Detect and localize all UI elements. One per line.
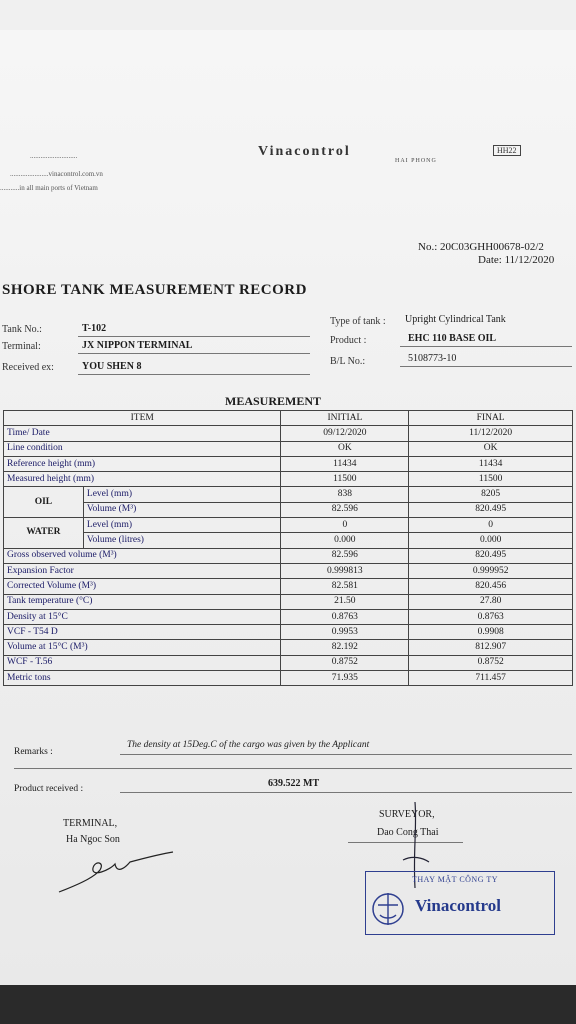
initial-cell: 0.8763 [281, 609, 409, 624]
col-final-header: FINAL [409, 411, 573, 426]
header-address-line-3: ...........in all main ports of Vietnam [0, 184, 98, 192]
final-cell: 0.8752 [409, 655, 573, 670]
row-label: VCF - T54 D [4, 625, 281, 640]
final-cell: 820.456 [409, 579, 573, 594]
initial-cell: OK [281, 441, 409, 456]
final-cell: 0.999952 [409, 563, 573, 578]
final-cell: 0.8763 [409, 609, 573, 624]
initial-cell: 82.192 [281, 640, 409, 655]
table-row [4, 640, 573, 655]
final-cell: 11500 [409, 472, 573, 487]
initial-cell: 0.000 [281, 533, 409, 548]
product-label: Product : [330, 335, 367, 346]
initial-cell: 21.50 [281, 594, 409, 609]
row-label: Volume at 15°C (M³) [4, 640, 281, 655]
measurement-title: MEASUREMENT [225, 394, 322, 408]
table-row [4, 563, 573, 578]
product-received-label: Product received : [14, 784, 84, 794]
measurement-table [3, 410, 573, 686]
table-row [4, 441, 573, 456]
bl-value: 5108773-10 [408, 353, 457, 364]
remarks-underline [120, 754, 572, 755]
surveyor-signature-label: SURVEYOR, [379, 809, 435, 820]
row-label: Volume (M³) [83, 502, 281, 517]
final-cell: 711.457 [409, 671, 573, 686]
product-underline [400, 346, 572, 347]
tank-no-underline [78, 336, 310, 337]
table-header-row [4, 411, 573, 426]
received-label: Received ex: [2, 362, 54, 373]
logo-subtitle: HAI PHONG [395, 158, 437, 164]
remarks-value: The density at 15Deg.C of the cargo was given by the Applicant [127, 740, 370, 750]
row-label: Measured height (mm) [4, 472, 281, 487]
final-cell: 820.495 [409, 502, 573, 517]
table-row [4, 426, 573, 441]
row-label: Corrected Volume (M³) [4, 579, 281, 594]
initial-cell: 0.9953 [281, 625, 409, 640]
row-label: WCF - T.56 [4, 655, 281, 670]
terminal-label: Terminal: [2, 341, 41, 352]
table-row [4, 518, 573, 533]
table-row [4, 579, 573, 594]
tank-no-label: Tank No.: [2, 324, 42, 335]
remarks-label: Remarks : [14, 747, 53, 757]
tank-no-value: T-102 [82, 323, 107, 334]
initial-cell: 0.999813 [281, 563, 409, 578]
table-row [4, 502, 573, 517]
row-label: Time/ Date [4, 426, 281, 441]
initial-cell: 82.596 [281, 502, 409, 517]
table-row [4, 594, 573, 609]
final-cell: 0.000 [409, 533, 573, 548]
stamp-brand: Vinacontrol [415, 896, 501, 915]
terminal-signatory-name: Ha Ngoc Son [66, 834, 120, 845]
bl-label: B/L No.: [330, 356, 366, 367]
initial-cell: 09/12/2020 [281, 426, 409, 441]
initial-cell: 11500 [281, 472, 409, 487]
row-label: Level (mm) [83, 518, 281, 533]
remarks-underline-2 [14, 768, 572, 769]
row-label: Line condition [4, 441, 281, 456]
received-underline [78, 374, 310, 375]
header-address-line-2: ......................vinacontrol.com.vn [10, 170, 103, 178]
final-cell: 11434 [409, 456, 573, 471]
surveyor-name: Dao Cong Thai [377, 827, 439, 838]
row-label: Volume (litres) [83, 533, 281, 548]
final-cell: 8205 [409, 487, 573, 502]
initial-cell: 82.581 [281, 579, 409, 594]
terminal-underline [78, 353, 310, 354]
water-group-label: WATER [4, 518, 84, 549]
initial-cell: 838 [281, 487, 409, 502]
initial-cell: 71.935 [281, 671, 409, 686]
row-label: Reference height (mm) [4, 456, 281, 471]
document-number: No.: 20C03GHH00678-02/2 [418, 241, 544, 253]
oil-group-label: OIL [4, 487, 84, 518]
table-row [4, 655, 573, 670]
initial-cell: 0.8752 [281, 655, 409, 670]
header-address-line-1: ........................... [30, 152, 78, 160]
final-cell: 0 [409, 518, 573, 533]
stamp-emblem-icon [370, 883, 410, 931]
final-cell: 11/12/2020 [409, 426, 573, 441]
stamp-caption: THAY MẶT CÔNG TY [412, 875, 499, 884]
initial-cell: 11434 [281, 456, 409, 471]
table-row [4, 671, 573, 686]
row-label: Expansion Factor [4, 563, 281, 578]
table-row [4, 548, 573, 563]
initial-cell: 0 [281, 518, 409, 533]
row-label: Density at 15°C [4, 609, 281, 624]
company-logo: Vinacontrol [258, 144, 351, 159]
table-row [4, 609, 573, 624]
final-cell: 820.495 [409, 548, 573, 563]
form-code-box: HH22 [493, 145, 521, 156]
table-row [4, 472, 573, 487]
table-row [4, 625, 573, 640]
type-value: Upright Cylindrical Tank [405, 314, 506, 325]
product-received-value: 639.522 MT [268, 778, 320, 789]
final-cell: 27.80 [409, 594, 573, 609]
final-cell: OK [409, 441, 573, 456]
final-cell: 0.9908 [409, 625, 573, 640]
table-row [4, 487, 573, 502]
row-label: Gross observed volume (M³) [4, 548, 281, 563]
bl-underline [400, 366, 572, 367]
background-bottom [0, 985, 576, 1024]
row-label: Metric tons [4, 671, 281, 686]
terminal-signature [55, 848, 180, 898]
col-initial-header: INITIAL [281, 411, 409, 426]
document-title: SHORE TANK MEASUREMENT RECORD [2, 282, 307, 298]
col-item-header: ITEM [4, 411, 281, 426]
initial-cell: 82.596 [281, 548, 409, 563]
row-label: Level (mm) [83, 487, 281, 502]
table-row [4, 533, 573, 548]
table-row [4, 456, 573, 471]
row-label: Tank temperature (°C) [4, 594, 281, 609]
received-value: YOU SHEN 8 [82, 361, 142, 372]
terminal-signature-label: TERMINAL, [63, 818, 118, 829]
type-label: Type of tank : [330, 316, 386, 327]
product-value: EHC 110 BASE OIL [408, 333, 497, 344]
terminal-value: JX NIPPON TERMINAL [82, 340, 193, 351]
final-cell: 812.907 [409, 640, 573, 655]
product-received-underline [120, 792, 572, 793]
document-date: Date: 11/12/2020 [478, 254, 555, 266]
